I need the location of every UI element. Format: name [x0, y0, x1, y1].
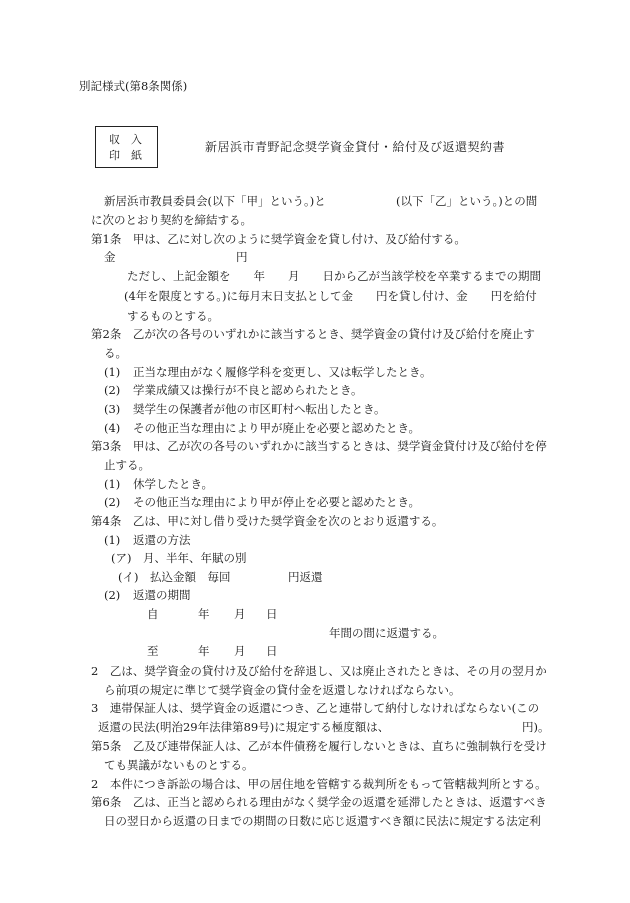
article-1-proviso-1: ただし、上記金額を 年 月 日から乙が当該学校を卒業するまでの期間 [127, 269, 541, 283]
article-6-heading-1: 第6条 乙は、正当と認められる理由がなく奨学金の返還を延滞したときは、返還すべき [91, 795, 547, 809]
period-suffix: 年間の間に返還する。 [329, 626, 444, 640]
article-1-amount-unit: 円 [236, 250, 248, 264]
article-3-item-2-num: (2) [104, 495, 121, 509]
period-to-day: 日 [266, 644, 278, 658]
period-to-year: 年 [198, 644, 210, 658]
period-to-label: 至 [147, 644, 159, 658]
article-4-para-3-line-1: 3 連帯保証人は、奨学資金の返還につき、乙と連帯して納付しなければならない(この [91, 701, 540, 715]
form-label: 別記様式(第8条関係) [79, 79, 188, 93]
article-1-amount-label: 金 [104, 250, 116, 264]
intro-line-1a: 新居浜市教員委員会(以下「甲」という。)と [104, 194, 326, 208]
article-1-proviso-2: (4年を限度とする。)に毎月末日支払として金 円を貸し付け、金 円を給付 [124, 289, 537, 303]
article-2-item-2-text: 学業成績又は操行が不良と認められたとき。 [133, 383, 363, 397]
article-2-item-3-num: (3) [104, 402, 121, 416]
article-5-heading-2: ても異議がないものとする。 [104, 758, 254, 772]
article-2-item-4-num: (4) [104, 421, 121, 435]
article-1-heading: 第1条 甲は、乙に対し次のように奨学資金を貸し付け、及び給付する。 [91, 232, 466, 246]
article-5-para-2: 2 本件につき訴訟の場合は、甲の居住地を管轄する裁判所をもって管轄裁判所とする。 [91, 777, 547, 791]
period-from-month: 月 [234, 607, 246, 621]
article-6-heading-2: 日の翌日から返還の日までの期間の日数に応じ返還すべき額に民法に規定する法定利 [104, 814, 541, 828]
article-4-method-b: (イ) 払込金額 毎回 円返還 [118, 570, 323, 584]
article-3-item-1-num: (1) [104, 477, 121, 491]
article-2-item-3-text: 奨学生の保護者が他の市区町村へ転出したとき。 [133, 402, 386, 416]
article-3-item-1-text: 休学したとき。 [133, 477, 214, 491]
document-title: 新居浜市青野記念奨学資金貸付・給付及び返還契約書 [205, 140, 506, 154]
article-2-item-1-num: (1) [104, 365, 121, 379]
article-4-period-label: 返還の期間 [133, 588, 191, 602]
article-2-heading-2: る。 [104, 346, 127, 360]
period-from-year: 年 [198, 607, 210, 621]
article-5-heading-1: 第5条 乙及び連帯保証人は、乙が本件債務を履行しないときは、直ちに強制執行を受け [91, 739, 547, 753]
article-2-item-2-num: (2) [104, 383, 121, 397]
article-2-item-1-text: 正当な理由がなく履修学科を変更し、又は転学したとき。 [133, 365, 432, 379]
article-4-para-3-line-2b: 円)。 [522, 720, 550, 734]
article-4-method-label: 返還の方法 [133, 533, 191, 547]
period-from-label: 自 [147, 607, 159, 621]
article-3-heading-1: 第3条 甲は、乙が次の各号のいずれかに該当するときは、奨学資金貸付け及び給付を停 [91, 439, 547, 453]
article-4-para-3-line-2a: 返還の民法(明治29年法律第89号)に規定する極度額は、 [98, 720, 390, 734]
article-4-period-num: (2) [104, 588, 121, 602]
article-3-item-2-text: その他正当な理由により甲が停止を必要と認めたとき。 [133, 495, 421, 509]
article-2-item-4-text: その他正当な理由により甲が廃止を必要と認めたとき。 [133, 421, 421, 435]
revenue-stamp-box [95, 126, 158, 168]
article-1-proviso-3: するものとする。 [127, 309, 219, 323]
stamp-line-2: 印 紙 [109, 149, 142, 162]
article-4-method-num: (1) [104, 533, 121, 547]
article-4-heading: 第4条 乙は、甲に対し借り受けた奨学資金を次のとおり返還する。 [91, 514, 444, 528]
period-from-day: 日 [266, 607, 278, 621]
article-4-para-2-line-1: 2 乙は、奨学資金の貸付け及び給付を辞退し、又は廃止されたときは、その月の翌月か [91, 664, 547, 678]
article-2-heading-1: 第2条 乙が次の各号のいずれかに該当するとき、奨学資金の貸付け及び給付を廃止す [91, 327, 535, 341]
intro-line-1b: (以下「乙」という。)との間 [396, 194, 538, 208]
intro-line-2: に次のとおり契約を締結する。 [91, 213, 252, 227]
period-to-month: 月 [234, 644, 246, 658]
article-3-heading-2: 止する。 [104, 458, 150, 472]
article-4-method-a: (ア) 月、半年、年賦の別 [111, 551, 247, 565]
article-4-para-2-line-2: ら前項の規定に準じて奨学資金の貸付金を返還しなければならない。 [104, 683, 461, 697]
stamp-line-1: 収 入 [109, 133, 142, 146]
